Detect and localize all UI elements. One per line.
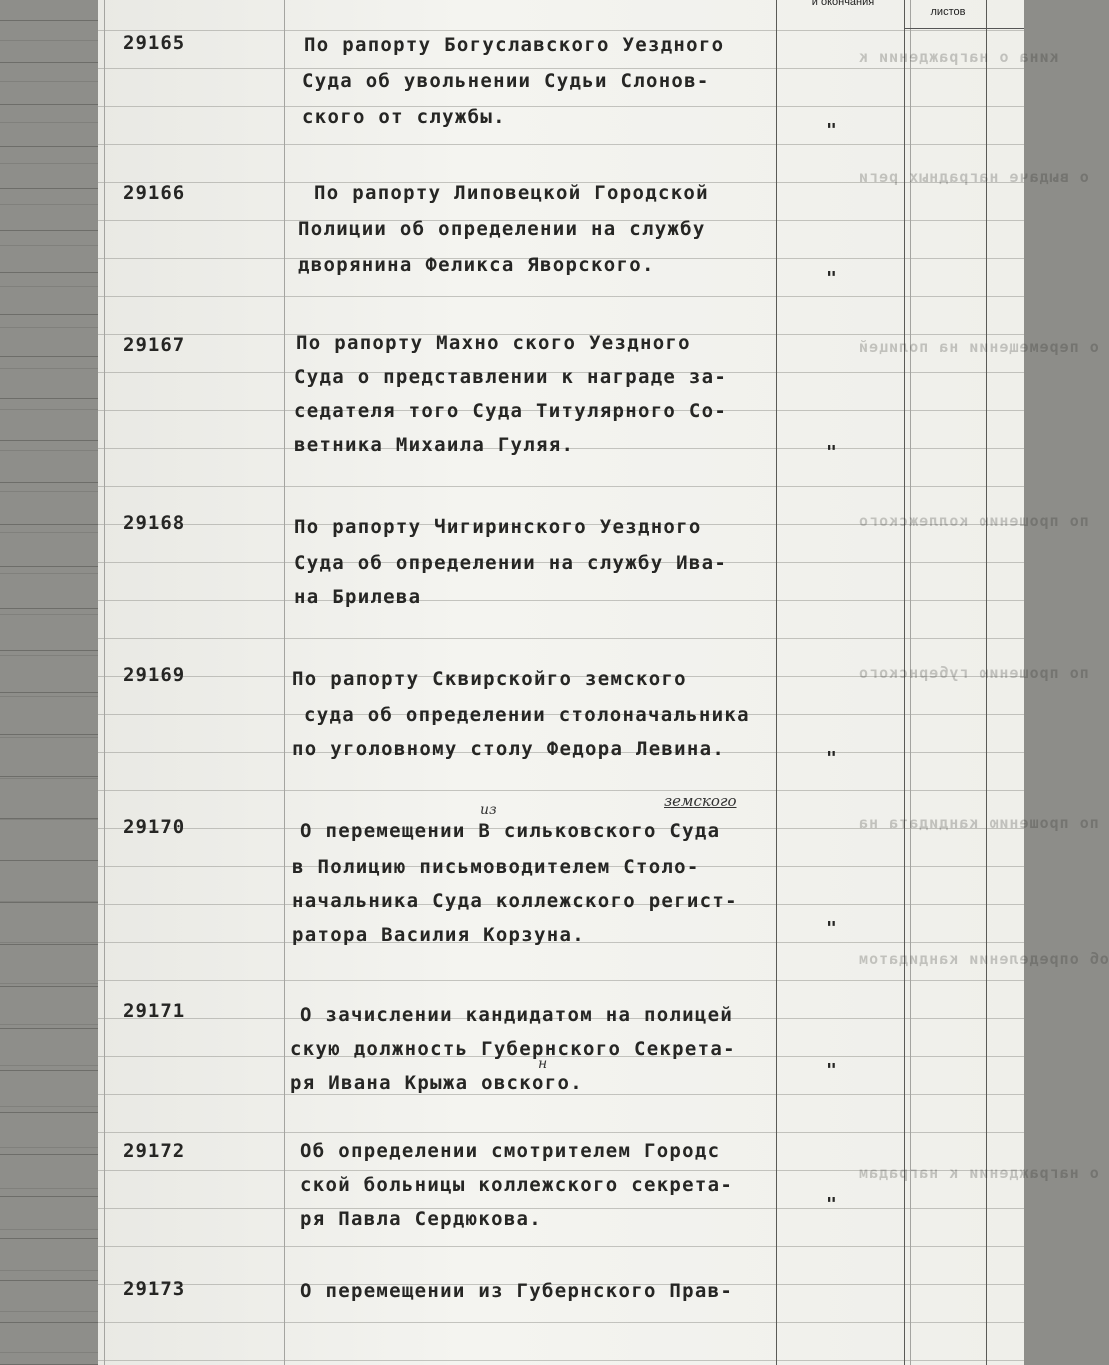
handwritten-insertion: из <box>480 802 497 818</box>
entry-line: скую должность Губернского Секрета- <box>290 1038 736 1060</box>
entry-number: 29167 <box>123 334 186 356</box>
ruled-line <box>98 1094 1024 1095</box>
entry-number: 29170 <box>123 816 186 838</box>
binding-ruled-line <box>0 944 98 945</box>
entry-line: на Брилева <box>294 586 422 608</box>
entry-line: По рапорту Богуславского Уездного <box>304 34 725 56</box>
ruled-line <box>98 144 1024 145</box>
ditto-mark: " <box>826 918 837 939</box>
binding-ruled-line <box>0 902 98 903</box>
entry-line: начальника Суда коллежского регист- <box>292 890 738 912</box>
binding-ruled-line <box>0 1154 98 1155</box>
column-line-number <box>104 0 105 1365</box>
entry-line: Суда об определении на службу Ива- <box>294 552 728 574</box>
entry-line: ря Павла Сердюкова. <box>300 1208 543 1230</box>
ruled-line <box>98 1132 1024 1133</box>
binding-ruled-line <box>0 230 98 231</box>
ruled-line <box>98 1246 1024 1247</box>
binding-ruled-line <box>0 1280 98 1281</box>
handwritten-insertion: земского <box>664 792 737 810</box>
entry-line: По рапорту Чигиринского Уездного <box>294 516 702 538</box>
column-line-sheets <box>986 0 987 1365</box>
entry-number: 29172 <box>123 1140 186 1162</box>
bleed-through-text: о выдаче наградных реги <box>858 168 1089 186</box>
entry-line: О зачислении кандидатом на полицей <box>300 1004 734 1026</box>
entry-line: ратора Василия Корзуна. <box>292 924 585 946</box>
entry-line: ря Ивана Крыжа овского. <box>290 1072 583 1094</box>
column-line-end <box>904 0 905 1365</box>
entry-line: дворянина Феликса Яворского. <box>298 254 655 276</box>
column-line-date <box>776 0 777 1365</box>
binding-ruled-line <box>0 692 98 693</box>
binding-ruled-line <box>0 1196 98 1197</box>
ditto-mark: " <box>826 268 837 289</box>
ditto-mark: " <box>826 1194 837 1215</box>
binding-ruled-line <box>0 1238 98 1239</box>
ditto-mark: " <box>826 120 837 141</box>
binding-ruled-line <box>0 482 98 483</box>
entry-line: Полиции об определении на службу <box>298 218 706 240</box>
bleed-through-text: о перемещении на полицей <box>858 338 1099 356</box>
ruled-line <box>98 296 1024 297</box>
entry-line: Суда о представлении к награде за- <box>294 366 728 388</box>
binding-ruled-line <box>0 440 98 441</box>
binding-edge <box>0 0 98 1365</box>
binding-ruled-line <box>0 524 98 525</box>
column-line-content <box>284 0 285 1365</box>
ruled-line <box>98 980 1024 981</box>
binding-ruled-line <box>0 104 98 105</box>
header-sheets-label: листов <box>930 6 966 18</box>
entry-line: ского от службы. <box>302 106 506 128</box>
handwritten-insertion: н <box>538 1056 548 1072</box>
entry-line: О перемещении В сильковского Суда <box>300 820 721 842</box>
ruled-line <box>98 106 1024 107</box>
binding-ruled-line <box>0 986 98 987</box>
ruled-line <box>98 1360 1024 1361</box>
binding-ruled-line <box>0 356 98 357</box>
binding-ruled-line <box>0 272 98 273</box>
binding-ruled-line <box>0 398 98 399</box>
binding-ruled-line <box>0 1070 98 1071</box>
binding-ruled-line <box>0 20 98 21</box>
ruled-line <box>98 638 1024 639</box>
binding-ruled-line <box>0 608 98 609</box>
entry-number: 29165 <box>123 32 186 54</box>
entry-line: О перемещении из Губернского Прав- <box>300 1280 734 1302</box>
entry-line: седателя того Суда Титулярного Со- <box>294 400 728 422</box>
binding-ruled-line <box>0 188 98 189</box>
ruled-line <box>98 790 1024 791</box>
bleed-through-text: об определении кандидатом <box>858 950 1109 968</box>
binding-ruled-line <box>0 314 98 315</box>
entry-number: 29166 <box>123 182 186 204</box>
entry-line: По рапорту Липовецкой Городской <box>314 182 709 204</box>
entry-number: 29169 <box>123 664 186 686</box>
entry-number: 29171 <box>123 1000 186 1022</box>
entry-number: 29168 <box>123 512 186 534</box>
ditto-mark: " <box>826 1060 837 1081</box>
bleed-through-text: по прошению губернского <box>858 664 1089 682</box>
binding-ruled-line <box>0 734 98 735</box>
entry-line: Суда об увольнении Судьи Слонов- <box>302 70 710 92</box>
ditto-mark: " <box>826 442 837 463</box>
bleed-through-text: кина о награждении к <box>858 48 1059 66</box>
binding-ruled-line <box>0 62 98 63</box>
bleed-through-text: о награждении к наградам <box>858 1164 1099 1182</box>
binding-ruled-line <box>0 146 98 147</box>
entry-line: ветника Михаила Гуляя. <box>294 434 575 456</box>
entry-number: 29173 <box>123 1278 186 1300</box>
entry-line: ской больницы коллежского секрета- <box>300 1174 734 1196</box>
bleed-through-text: по прошению кандидата на <box>858 814 1099 832</box>
binding-ruled-line <box>0 1112 98 1113</box>
binding-ruled-line <box>0 860 98 861</box>
header-divider <box>904 28 1024 29</box>
binding-ruled-line <box>0 818 98 819</box>
ditto-mark: " <box>826 748 837 769</box>
register-page <box>98 0 1109 1365</box>
entry-line: в Полицию письмоводителем Столо- <box>292 856 700 878</box>
ruled-line <box>98 1322 1024 1323</box>
entry-line: Об определении смотрителем Городс <box>300 1140 721 1162</box>
bleed-through-text: по прошению коллежского <box>858 512 1089 530</box>
binding-ruled-line <box>0 566 98 567</box>
ruled-line <box>98 486 1024 487</box>
ruled-line <box>98 600 1024 601</box>
header-end-label: и окончания <box>811 0 875 8</box>
entry-line: По рапорту Махно ского Уездного <box>296 332 691 354</box>
binding-ruled-line <box>0 776 98 777</box>
ruled-line <box>98 1208 1024 1209</box>
binding-ruled-line <box>0 650 98 651</box>
entry-line: по уголовному столу Федора Левина. <box>292 738 726 760</box>
binding-ruled-line <box>0 1322 98 1323</box>
ruled-line <box>98 30 1024 31</box>
ruled-line <box>98 68 1024 69</box>
binding-ruled-line <box>0 1028 98 1029</box>
column-line-end-double <box>910 0 911 1365</box>
entry-line: суда об определении столоначальника <box>304 704 750 726</box>
entry-line: По рапорту Сквирскойго земского <box>292 668 687 690</box>
